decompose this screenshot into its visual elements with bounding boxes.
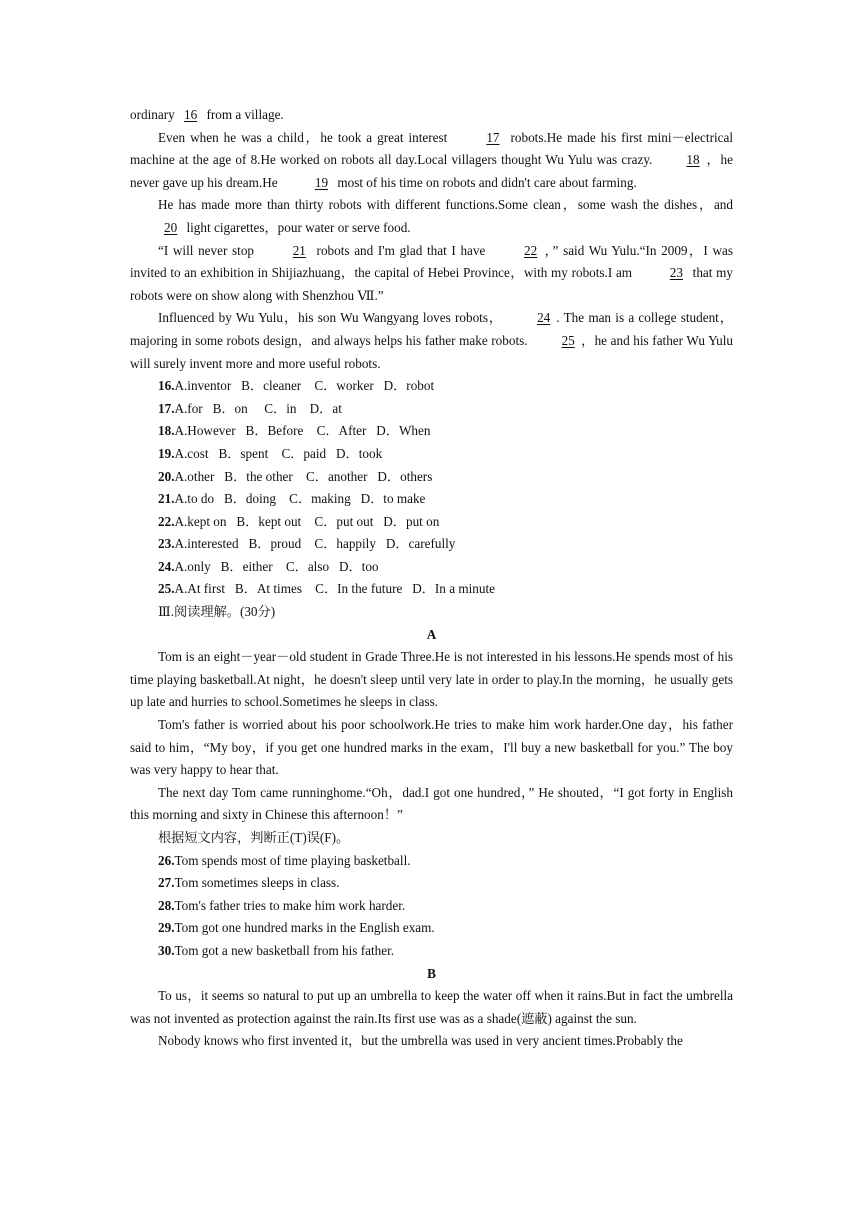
blank-25: 25 (561, 332, 575, 348)
passage-a-paragraph: Tom is an eight－year－old student in Grade Three.He is not interested in his lessons.He spends most of his time playing basketball.At night，he doesn't sleep until very late in order to play.In the morning，he usually gets up late and hurries to school.Sometimes he sleeps in class. (130, 649, 733, 710)
passage-b-title: B (427, 965, 436, 981)
question-item: 24.A.only B．either C．also D．too (158, 558, 379, 574)
cloze-paragraph: Even when he was a child，he took a great interest 17 robots.He made his first mini－electrical machine at the age of 8.He worked on robots all day.Local villagers thought Wu Yulu was crazy. 18 ，he never gave up his dream.He 19 most of his time on robots and didn't care about farming. (130, 127, 733, 195)
blank-24: 24 (537, 310, 551, 326)
blank-22: 22 (524, 242, 538, 258)
passage-a-paragraph: Tom's father is worried about his poor schoolwork.He tries to make him work harder.One day，his father said to him，“My boy，if you get one hundred marks in the exam，I'll buy a new basketball for you.” The boy was very happy to hear that. (130, 717, 733, 778)
statement-item: 29.Tom got one hundred marks in the English exam. (158, 920, 435, 936)
cloze-question-list (130, 375, 733, 601)
question-item: 20.A.other B．the other C．another D．others (158, 468, 433, 484)
blank-20: 20 (164, 219, 178, 235)
passage-a-title: A (426, 626, 437, 642)
blank-17: 17 (486, 129, 500, 145)
question-item: 21.A.to do B．doing C．making D．to make (158, 491, 426, 507)
instruction-text: 根据短文内容，判断正(T)误(F)。 (158, 830, 350, 845)
passage-a-paragraph: The next day Tom came runninghome.“Oh，dad.I got one hundred，” He shouted，“I got forty in English this morning and sixty in Chinese this afternoon！” (130, 784, 733, 823)
statement-item: 30.Tom got a new basketball from his father. (158, 942, 395, 958)
statement-list (130, 850, 733, 963)
passage-b-paragraph: To us，it seems so natural to put up an umbrella to keep the water off when it rains.But in fact the umbrella was not invented as protection against the rain.Its first use was as a shade(遮蔽) against the sun. (130, 988, 733, 1026)
section-heading: Ⅲ.阅读理解。(30分) (158, 604, 276, 620)
cloze-paragraph: Influenced by Wu Yulu，his son Wu Wangyang loves robots， 24 . The man is a college student，majoring in some robots design，and always helps his father make robots. 25 ，he and his father Wu Yulu will surely invent more and more useful robots. (130, 307, 733, 375)
blank-19: 19 (314, 174, 329, 190)
question-item: 25.A.At first B．At times C．In the future D．In a minute (158, 581, 495, 597)
question-item: 18.A.However B．Before C．After D．When (158, 423, 431, 439)
document-page (130, 104, 733, 1053)
question-item: 17.A.for B．on C．in D．at (158, 400, 342, 416)
cloze-paragraph: He has made more than thirty robots with different functions.Some clean，some wash the dishes，and 20 light cigarettes，pour water or serve food. (130, 194, 733, 239)
question-item: 23.A.interested B．proud C．happily D．carefully (158, 536, 456, 552)
cloze-paragraph: “I will never stop 21 robots and I'm glad that I have 22 ，” said Wu Yulu.“In 2009，I was invited to an exhibition in Shijiazhuang，the capital of Hebei Province，with my robots.I am 23 that my robots were on show along with Shenzhou Ⅶ.” (130, 240, 733, 308)
statement-item: 26.Tom spends most of time playing basketball. (158, 852, 411, 868)
blank-21: 21 (292, 242, 306, 258)
statement-item: 27.Tom sometimes sleeps in class. (158, 875, 340, 891)
question-item: 16.A.inventor B．cleaner C．worker D．robot (158, 378, 435, 394)
blank-23: 23 (669, 265, 683, 281)
statement-item: 28.Tom's father tries to make him work harder. (158, 897, 406, 913)
blank-16: 16 (183, 107, 198, 122)
question-item: 22.A.kept on B．kept out C．put out D．put on (158, 513, 440, 529)
cloze-paragraph: ordinary 16 from a village. (130, 104, 733, 127)
passage-b-paragraph: Nobody knows who first invented it，but the umbrella was used in very ancient times.Probably the (158, 1033, 683, 1049)
blank-18: 18 (686, 152, 700, 168)
question-item: 19.A.cost B．spent C．paid D．took (158, 445, 383, 461)
